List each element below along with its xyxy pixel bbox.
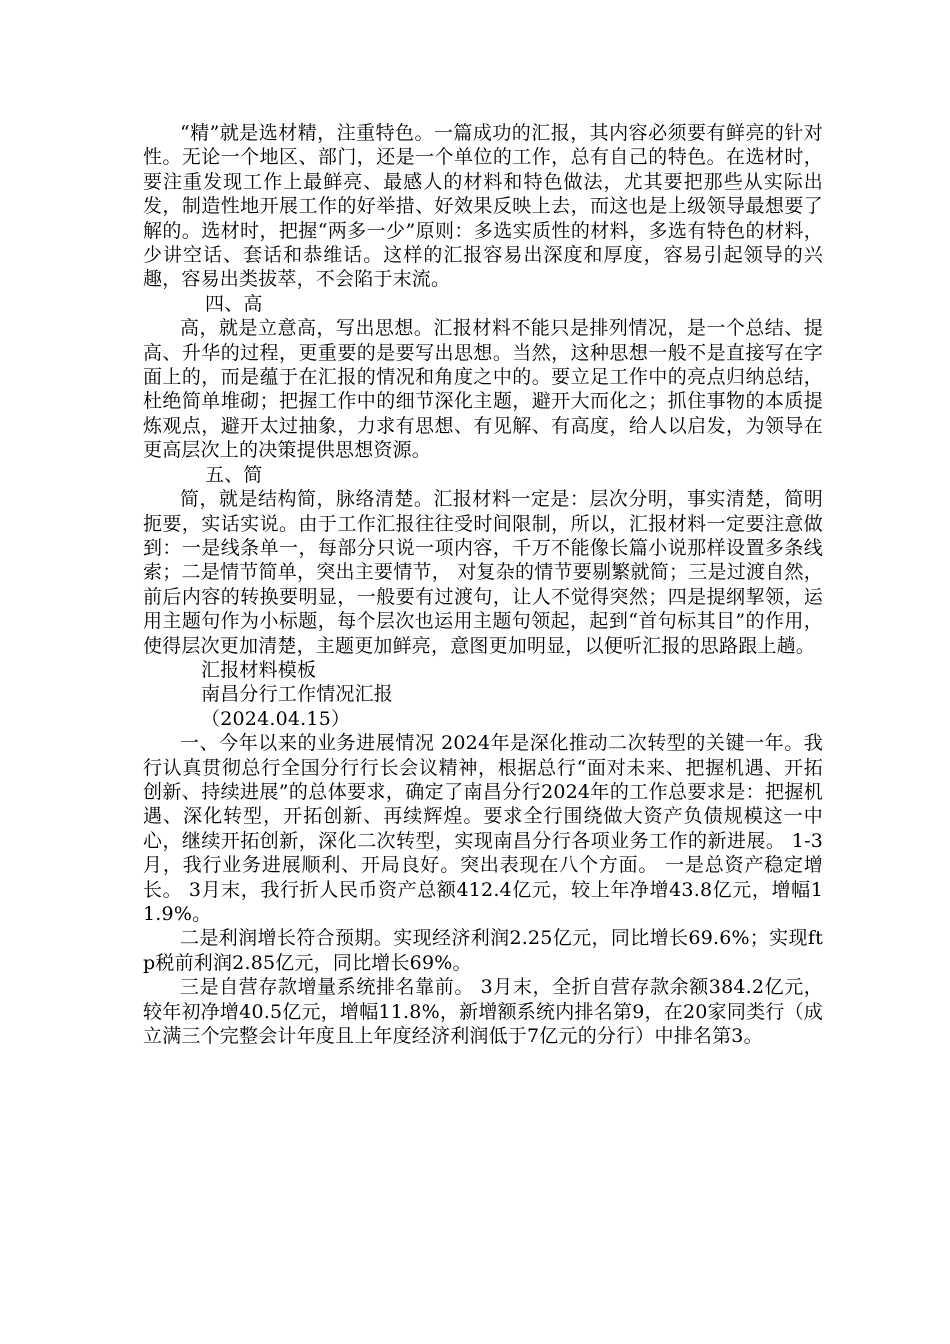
heading-template: 汇报材料模板	[201, 658, 317, 681]
paragraph-deposits: 三是自营存款增量系统排名靠前。 3月末，全折自营存款余额384.2亿元，较年初净增40.5亿元，增幅11.8%，新增额系统内排名第9，在20家同类行（成立满三个完整会计年度且上年度经济利润低于7亿元的分行）中排名第3。	[143, 976, 823, 1048]
heading-report-date: （2024.04.15）	[201, 707, 351, 730]
paragraph-jian: 简，就是结构简，脉络清楚。汇报材料一定是：层次分明，事实清楚，简明扼要，实话实说。由于工作汇报往往受时间限制，所以，汇报材料一定要注意做到：一是线条单一，每部分只说一项内容，千万不能像长篇小说那样设置多条线索；二是情节简单，突出主要情节， 对复杂的情节要剔繁就简；三是过渡自然，前后内容的转换要明显，一般要有过渡句，让人不觉得突然；四是提纲挈领，运用主题句作为小标题，每个层次也运用主题句领起，起到“首句标其目”的作用，使得层次更加清楚，主题更加鲜亮，意图更加明显，以便听汇报的思路跟上趟。	[143, 488, 823, 657]
document-body	[143, 121, 823, 1048]
paragraph-business-progress: 一、今年以来的业务进展情况 2024年是深化推动二次转型的关键一年。我行认真贯彻总行全国分行行长会议精神，根据总行“面对未来、把握机遇、开拓创新、持续进展”的总体要求，确定了南昌分行2024年的工作总要求是：把握机遇、深化转型，开拓创新、再续辉煌。要求全行围绕做大资产负债规模这一中心，继续开拓创新，深化二次转型，实现南昌分行各项业务工作的新进展。 1-3月，我行业务进展顺利、开局良好。突出表现在八个方面。 一是总资产稳定增长。 3月末，我行折人民币资产总额412.4亿元，较上年净增43.8亿元，增幅11.9%。	[143, 732, 823, 925]
heading-gao: 四、高	[205, 292, 263, 315]
paragraph-profit: 二是利润增长符合预期。实现经济利润2.25亿元，同比增长69.6%；实现ftp税前利润2.85亿元，同比增长69%。	[143, 927, 823, 974]
heading-jian: 五、简	[205, 463, 263, 486]
paragraph-jing: “精”就是选材精，注重特色。一篇成功的汇报，其内容必须要有鲜亮的针对性。无论一个地区、部门，还是一个单位的工作，总有自己的特色。在选材时，要注重发现工作上最鲜亮、最感人的材料和特色做法，尤其要把那些从实际出发，制造性地开展工作的好举措、好效果反映上去，而这也是上级领导最想要了解的。选材时，把握“两多一少”原则：多选实质性的材料，多选有特色的材料，少讲空话、套话和恭维话。这样的汇报容易出深度和厚度，容易引起领导的兴趣，容易出类拔萃，不会陷于末流。	[143, 122, 823, 291]
heading-report-title: 南昌分行工作情况汇报	[201, 683, 394, 706]
paragraph-gao: 高，就是立意高，写出思想。汇报材料不能只是排列情况，是一个总结、提高、升华的过程，更重要的是要写出思想。当然，这种思想一般不是直接写在字面上的，而是蕴于在汇报的情况和角度之中的。要立足工作中的亮点归纳总结，杜绝简单堆砌；把握工作中的细节深化主题，避开大而化之；抓住事物的本质提炼观点，避开太过抽象，力求有思想、有见解、有高度，给人以启发，为领导在更高层次上的决策提供思想资源。	[143, 317, 823, 462]
